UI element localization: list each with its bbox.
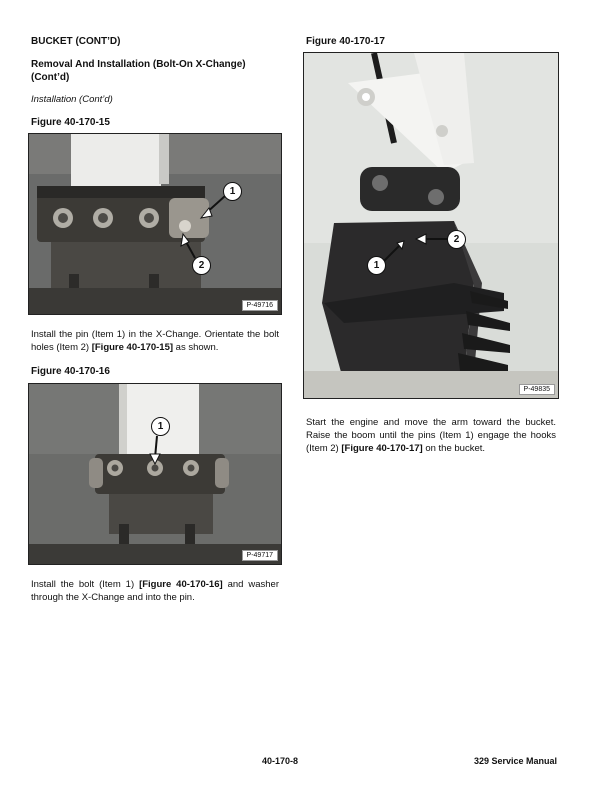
figure-photo-15 (28, 133, 282, 315)
procedure-note: Installation (Cont’d) (31, 94, 113, 105)
callout-2: 2 (447, 230, 466, 249)
procedure-title-line2: (Cont’d) (31, 72, 70, 83)
section-title: BUCKET (CONT’D) (31, 36, 121, 47)
figure-15-illustration (29, 134, 281, 314)
callout-2: 2 (192, 256, 211, 275)
figure-16-illustration (29, 384, 281, 564)
paragraph-text: and washer through the X-Change and into the pin. (31, 579, 279, 603)
paragraph-text: Start the engine and move the arm toward the bucket. Raise the boom until the pins (Item 1) engage the hooks (Item 2) (306, 417, 556, 454)
figure-photo-17 (303, 52, 559, 399)
callout-1: 1 (367, 256, 386, 275)
figure-label-16: Figure 40-170-16 (31, 366, 110, 377)
callout-1: 1 (223, 182, 242, 201)
manual-name: 329 Service Manual (474, 756, 558, 766)
figure-17-illustration (304, 53, 558, 398)
procedure-title (31, 58, 291, 84)
paragraph-text: as shown. (173, 342, 219, 353)
figure-label-17: Figure 40-170-17 (306, 36, 385, 47)
paragraph-text: on the bucket. (422, 443, 486, 454)
paragraph-install-bolt (31, 578, 279, 604)
photo-code: P-49716 (242, 300, 278, 311)
figure-label-15: Figure 40-170-15 (31, 117, 110, 128)
photo-code: P-49717 (242, 550, 278, 561)
figure-reference: [Figure 40-170-17] (341, 443, 423, 454)
figure-reference: [Figure 40-170-15] (91, 342, 174, 353)
figure-photo-16 (28, 383, 282, 565)
paragraph-engage-hooks (306, 416, 556, 455)
page-number: 40-170-8 (262, 756, 299, 766)
photo-code: P-49835 (519, 384, 555, 395)
paragraph-text: Install the pin (Item 1) in the X-Change. Orientate the bolt holes (Item 2) (31, 329, 279, 353)
callout-1: 1 (151, 417, 170, 436)
paragraph-text: Install the bolt (Item 1) (31, 579, 140, 590)
procedure-title-line1: Removal And Installation (Bolt-On X-Change) (31, 59, 246, 70)
paragraph-install-pin (31, 328, 279, 354)
figure-reference: [Figure 40-170-16] (139, 579, 223, 590)
